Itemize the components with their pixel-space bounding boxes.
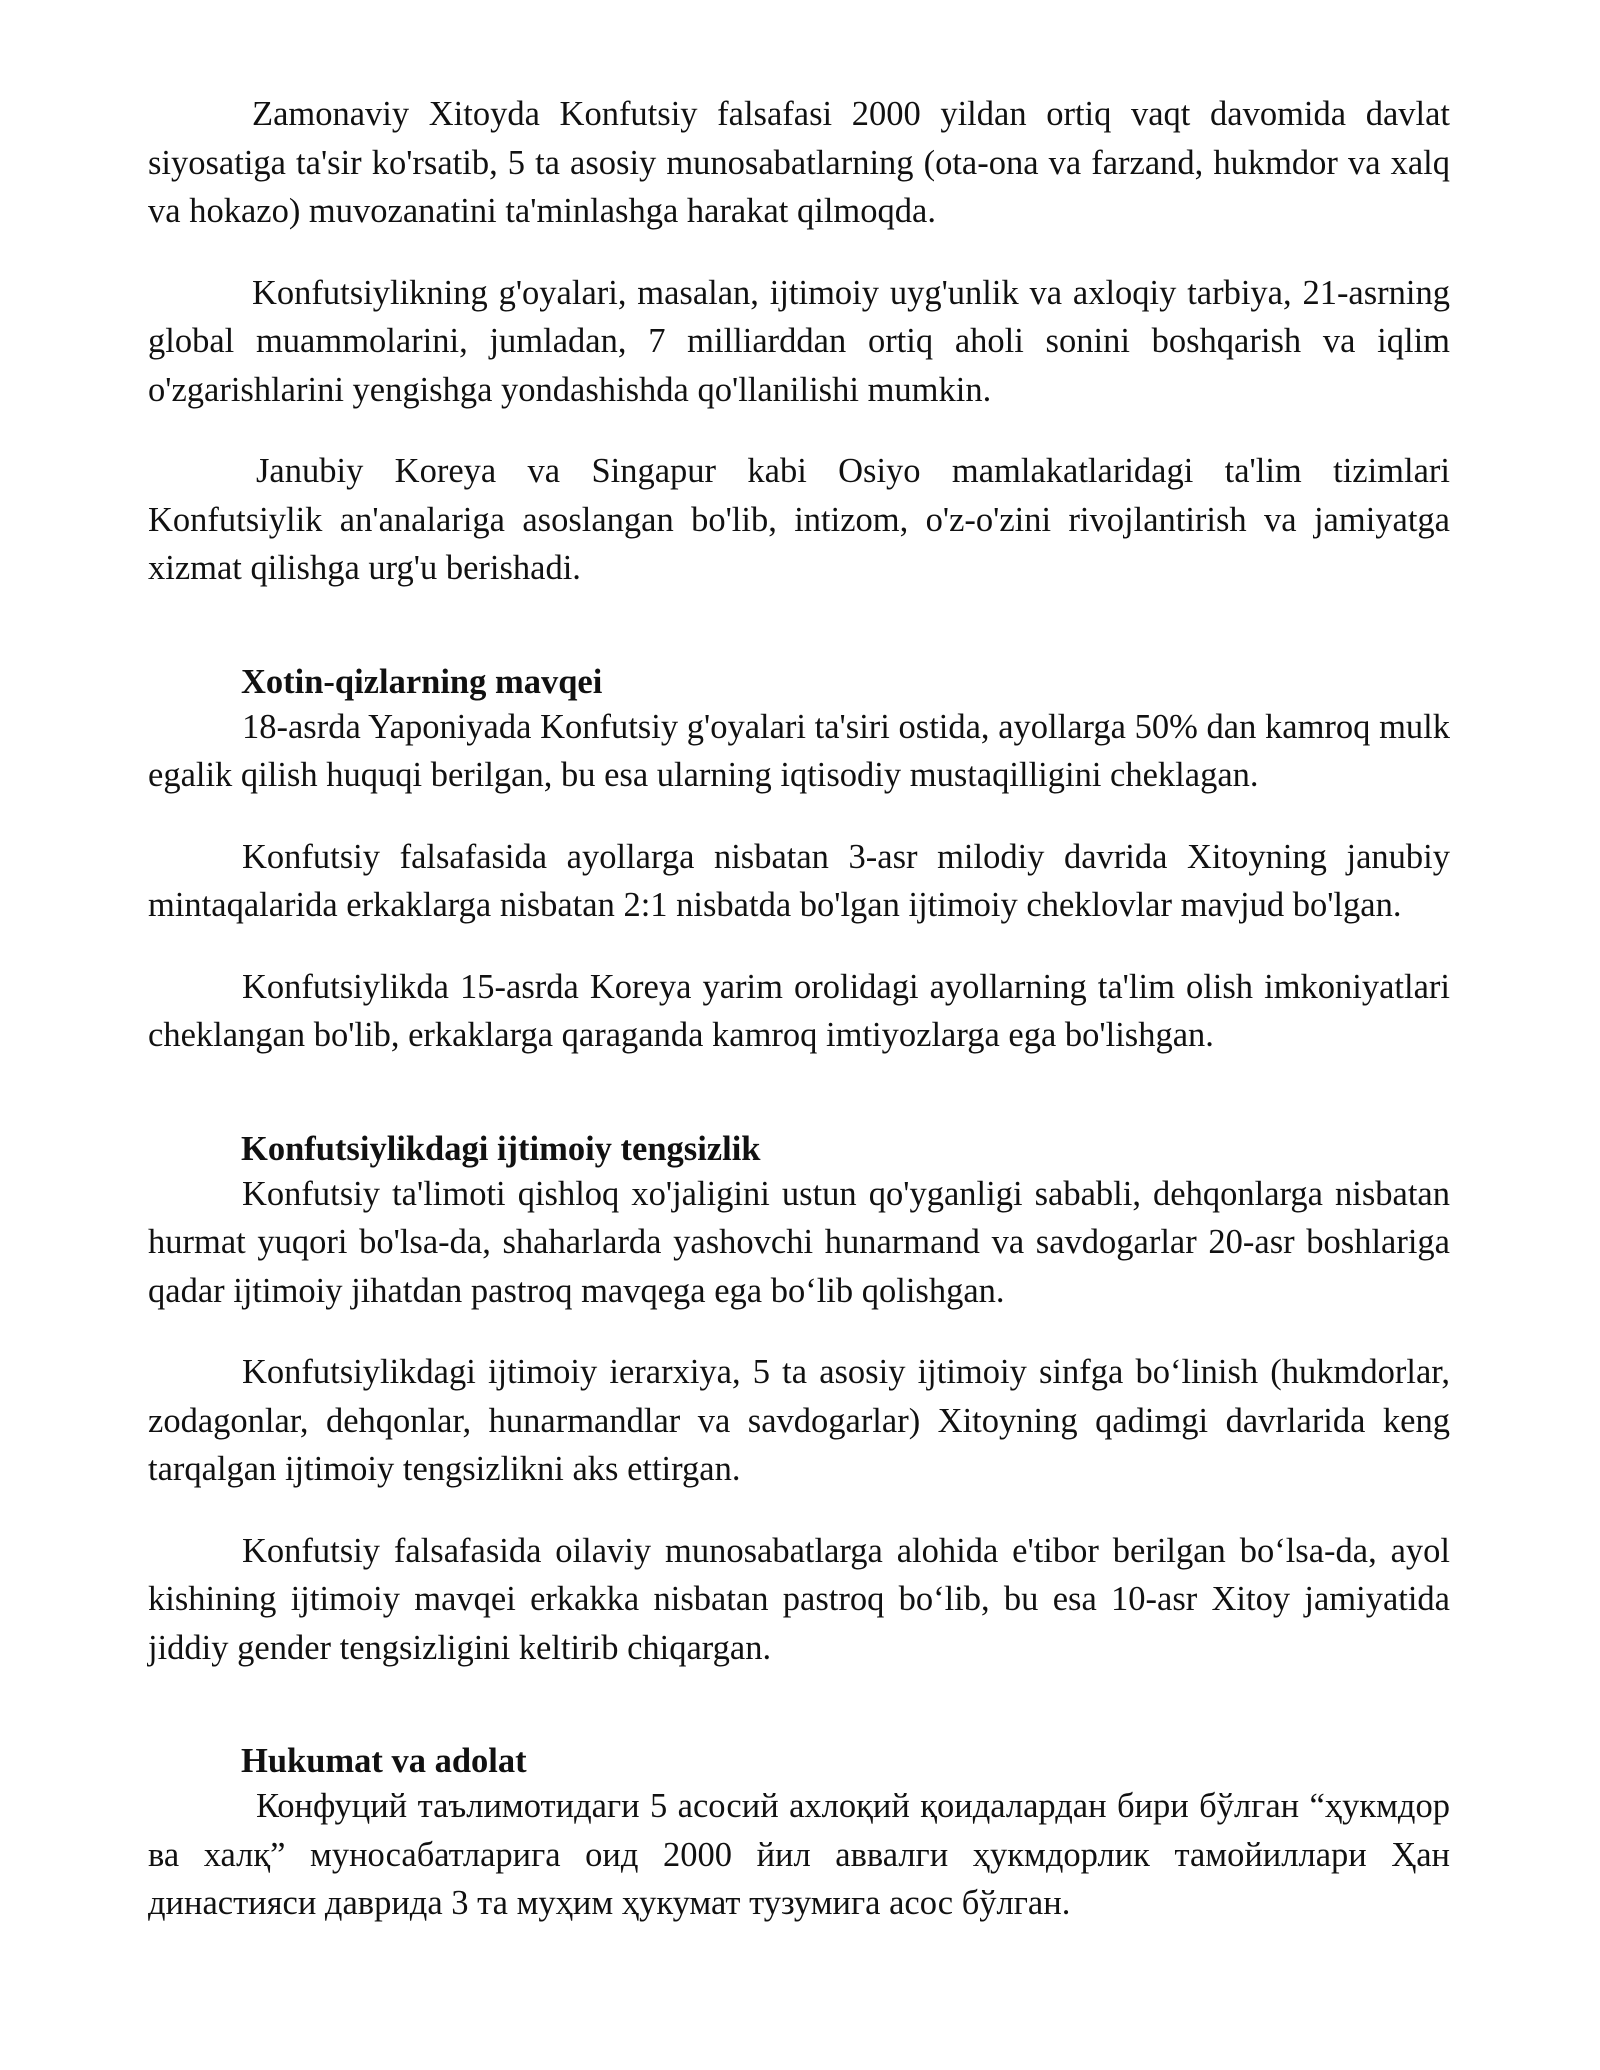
paragraph-education-systems: Janubiy Koreya va Singapur kabi Osiyo mamlakatlaridagi ta'lim tizimlari Konfutsiylik an'analariga asoslangan bo'lib, intizom, o'z-o'zini rivojlantirish va jamiyatga xizmat qilishga urg'u berishadi. bbox=[148, 452, 1450, 587]
paragraph-modern-china: Zamonaviy Xitoyda Konfutsiy falsafasi 2000 yildan ortiq vaqt davomida davlat siyosatiga ta'sir ko'rsatib, 5 ta asosiy munosabatlarning (ota-ona va farzand, hukmdor va xalq va hokazo) muvozanatini ta'minlashga harakat qilmoqda. bbox=[148, 95, 1450, 230]
paragraph-korea-women: Konfutsiylikda 15-asrda Koreya yarim orolidagi ayollarning ta'lim olish imkoniyatlari cheklangan bo'lib, erkaklarga qaraganda kamroq imtiyozlarga ega bo'lishgan. bbox=[148, 967, 1450, 1054]
section-heading-government: Hukumat va adolat bbox=[241, 1742, 527, 1780]
paragraph-agriculture: Konfutsiy ta'limoti qishloq xo'jaligini ustun qo'yganligi sababli, dehqonlarga nisbatan hurmat yuqori bo'lsa-da, shaharlarda yashovchi hunarmand va savdogarlar 20-asr boshlariga qadar ijtimoiy jihatdan pastroq mavqega ega bo‘lib qolishgan. bbox=[148, 1174, 1450, 1310]
section-heading-women: Xotin-qizlarning mavqei bbox=[241, 662, 603, 701]
paragraph-china-women: Konfutsiy falsafasida ayollarga nisbatan 3-asr milodiy davrida Xitoyning janubiy mintaqalarida erkaklarga nisbatan 2:1 nisbatda bo'lgan ijtimoiy cheklovlar mavjud bo'lgan. bbox=[148, 837, 1450, 924]
paragraph-japan-women: 18-asrda Yaponiyada Konfutsiy g'oyalari ta'siri ostida, ayollarga 50% dan kamroq mulk egalik qilish huquqi berilgan, bu esa ularning iqtisodiy mustaqilligini cheklagan. bbox=[148, 707, 1450, 794]
paragraph-global-problems: Konfutsiylikning g'oyalari, masalan, ijtimoiy uyg'unlik va axloqiy tarbiya, 21-asrning global muammolarini, jumladan, 7 milliarddan ortiq aholi sonini boshqarish va iqlim o'zgarishlarini yengishga yondashishda qo'llanilishi mumkin. bbox=[148, 273, 1450, 409]
paragraph-gender-inequality: Konfutsiy falsafasida oilaviy munosabatlarga alohida e'tibor berilgan bo‘lsa-da, ayol kishining ijtimoiy mavqei erkakka nisbatan pastroq bo‘lib, bu esa 10-asr Xitoy jamiyatida jiddiy gender tengsizligini keltirib chiqargan. bbox=[148, 1531, 1450, 1667]
document-page bbox=[148, 90, 1450, 1928]
section-heading-inequality: Konfutsiylikdagi ijtimoiy tengsizlik bbox=[241, 1129, 761, 1168]
paragraph-hierarchy: Konfutsiylikdagi ijtimoiy ierarxiya, 5 ta asosiy ijtimoiy sinfga bo‘linish (hukmdorlar, zodagonlar, dehqonlar, hunarmandlar va savdogarlar) Xitoyning qadimgi davrlarida keng tarqalgan ijtimoiy tengsizlikni aks ettirgan. bbox=[148, 1353, 1450, 1488]
paragraph-han-dynasty: Конфуций таълимотидаги 5 асосий ахлоқий қоидалардан бири бўлган “ҳукмдор ва халқ” муносабатларига оид 2000 йил аввалги ҳукмдорлик тамойиллари Ҳан династияси даврида 3 та муҳим ҳукумат тузумига асос бўлган. bbox=[148, 1787, 1450, 1922]
